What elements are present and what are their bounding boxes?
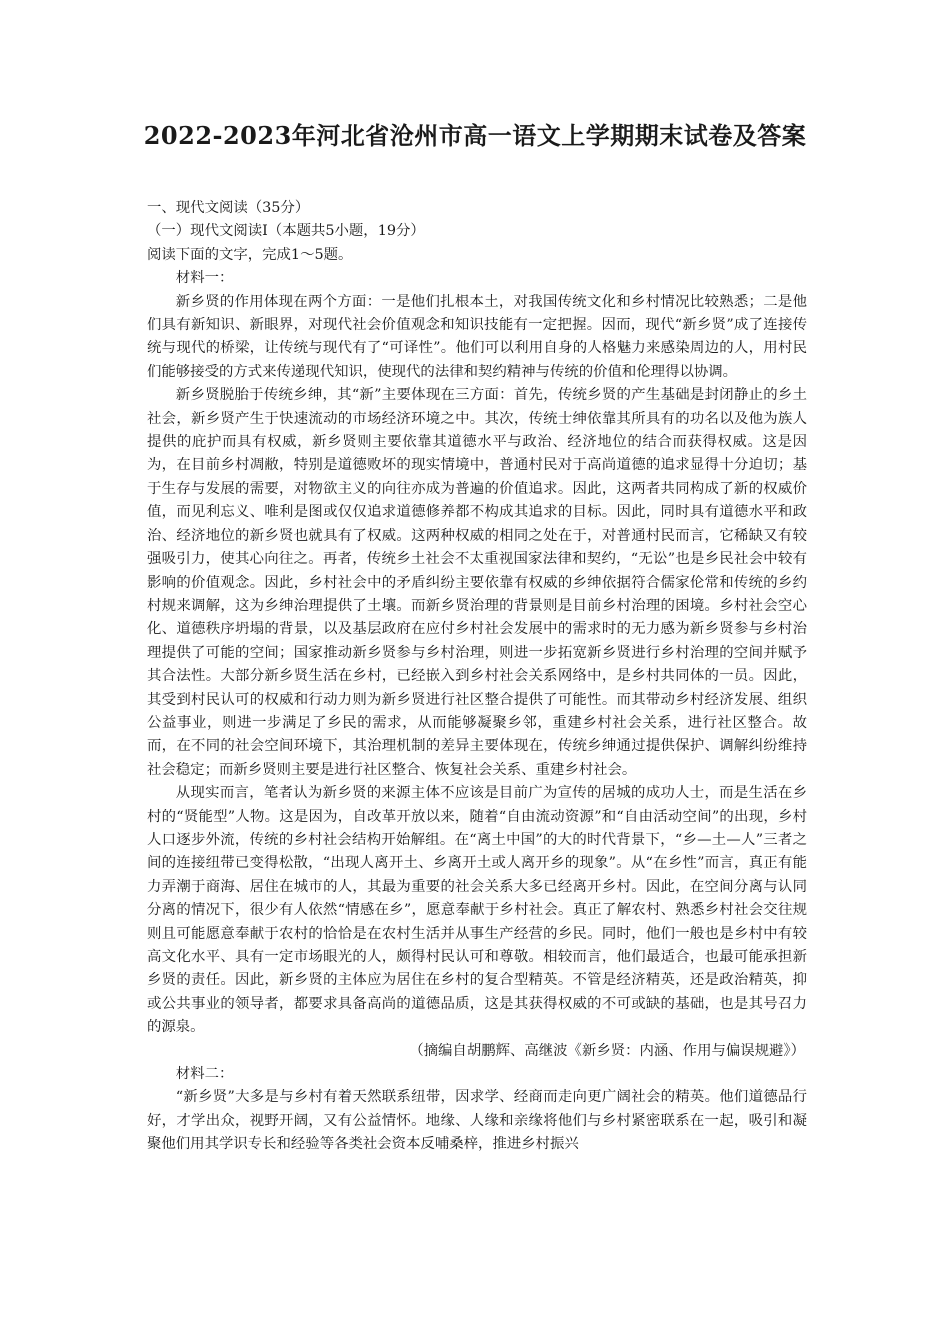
material1-paragraph-1: 新乡贤的作用体现在两个方面：一是他们扎根本土，对我国传统文化和乡村情况比较熟悉；二是他们具有新知识、新眼界，对现代社会价值观念和知识技能有一定把握。因而，现代“新乡贤”成了连接传统与现代的桥梁，让传统与现代有了“可译性”。他们可以利用自身的人格魅力来感染周边的人，用村民们能够接受的方式来传递现代知识，使现代的法律和契约精神与传统的价值和伦理得以协调。 (147, 293, 807, 380)
section-heading: 一、现代文阅读（35分） (147, 200, 310, 216)
material1-paragraph-2: 新乡贤脱胎于传统乡绅，其“新”主要体现在三方面：首先，传统乡贤的产生基础是封闭静止的乡土社会，新乡贤产生于快速流动的市场经济环境之中。其次，传统士绅依靠其所具有的功名以及他为族人提供的庇护而具有权威，新乡贤则主要依靠其道德水平与政治、经济地位的结合而获得权威。这是因为，在目前乡村凋敝，特别是道德败坏的现实情境中，普通村民对于高尚道德的追求显得十分迫切；基于生存与发展的需要，对物欲主义的向往亦成为普遍的价值追求。因此，这两者共同构成了新的权威价值，而见利忘义、唯利是图或仅仅追求道德修养都不构成其追求的目标。因此，同时具有道德水平和政治、经济地位的新乡贤也就具有了权威。这两种权威的相同之处在于，对普通村民而言，它稀缺又有较强吸引力，使其心向往之。再者，传统乡土社会不太重视国家法律和契约，“无讼”也是乡民社会中较有影响的价值观念。因此，乡村社会中的矛盾纠纷主要依靠有权威的乡绅依据符合儒家伦常和传统的乡约村规来调解，这为乡绅治理提供了土壤。而新乡贤治理的背景则是目前乡村治理的困境。乡村社会空心化、道德秩序坍塌的背景，以及基层政府在应付乡村社会发展中的需求时的无力感为新乡贤参与乡村治理提供了可能的空间；国家推动新乡贤参与乡村治理，则进一步拓宽新乡贤进行乡村治理的空间并赋予其合法性。大部分新乡贤生活在乡村，已经嵌入到乡村社会关系网络中，是乡村共同体的一员。因此，其受到村民认可的权威和行动力则为新乡贤进行社区整合提供了可能性。而其带动乡村经济发展、组织公益事业，则进一步满足了乡民的需求，从而能够凝聚乡邻，重建乡村社会关系，进行社区整合。故而，在不同的社会空间环境下，其治理机制的差异主要体现在，传统乡绅通过提供保护、调解纠纷维持社会稳定；而新乡贤则主要是进行社区整合、恢复社会关系、重建乡村社会。 (147, 387, 807, 778)
material1-paragraph-3: 从现实而言，笔者认为新乡贤的来源主体不应该是目前广为宣传的居城的成功人士，而是生活在乡村的“贤能型”人物。这是因为，自改革开放以来，随着“自由流动资源”和“自由活动空间”的出现，乡村人口逐步外流，传统的乡村社会结构开始解组。在“离土中国”的大的时代背景下，“乡—土—人”三者之间的连接纽带已变得松散，“出现人离开土、乡离开土或人离开乡的现象”。从“在乡性”而言，真正有能力弄潮于商海、居住在城市的人，其最为重要的社会关系大多已经离开乡村。因此，在空间分离与认同分离的情况下，很少有人依然“情感在乡”，愿意奉献于乡村社会。真正了解农村、熟悉乡村社会交往规则且可能愿意奉献于农村的恰恰是在农村生活并从事生产经营的乡民。同时，他们一般也是乡村中有较高文化水平、具有一定市场眼光的人，颇得村民认可和尊敬。相较而言，他们最适合，也最可能承担新乡贤的责任。因此，新乡贤的主体应为居住在乡村的复合型精英。不管是经济精英，还是政治精英，抑或公共事业的领导者，都要求具备高尚的道德品质，这是其获得权威的不可或缺的基础，也是其号召力的源泉。 (147, 785, 807, 1036)
subsection-heading: （一）现代文阅读Ⅰ（本题共5小题，19分） (147, 223, 425, 240)
document-body (147, 197, 807, 1157)
material1-label: 材料一： (175, 270, 234, 287)
document-title: 2022-2023年河北省沧州市高一语文上学期期末试卷及答案 (143, 121, 807, 150)
material2-label: 材料二： (175, 1066, 234, 1083)
material2-paragraph: “新乡贤”大多是与乡村有着天然联系纽带，因求学、经商而走向更广阔社会的精英。他们道德品行好，才学出众，视野开阔，又有公益情怀。地缘、人缘和亲缘将他们与乡村紧密联系在一起，吸引和凝聚他们用其学识专长和经验等各类社会资本反哺桑梓，推进乡村振兴 (147, 1089, 807, 1153)
material1-source: （摘编自胡鹏辉、高继波《新乡贤：内涵、作用与偏误规避》） (409, 1042, 805, 1059)
instruction: 阅读下面的文字，完成1～5题。 (147, 246, 353, 263)
